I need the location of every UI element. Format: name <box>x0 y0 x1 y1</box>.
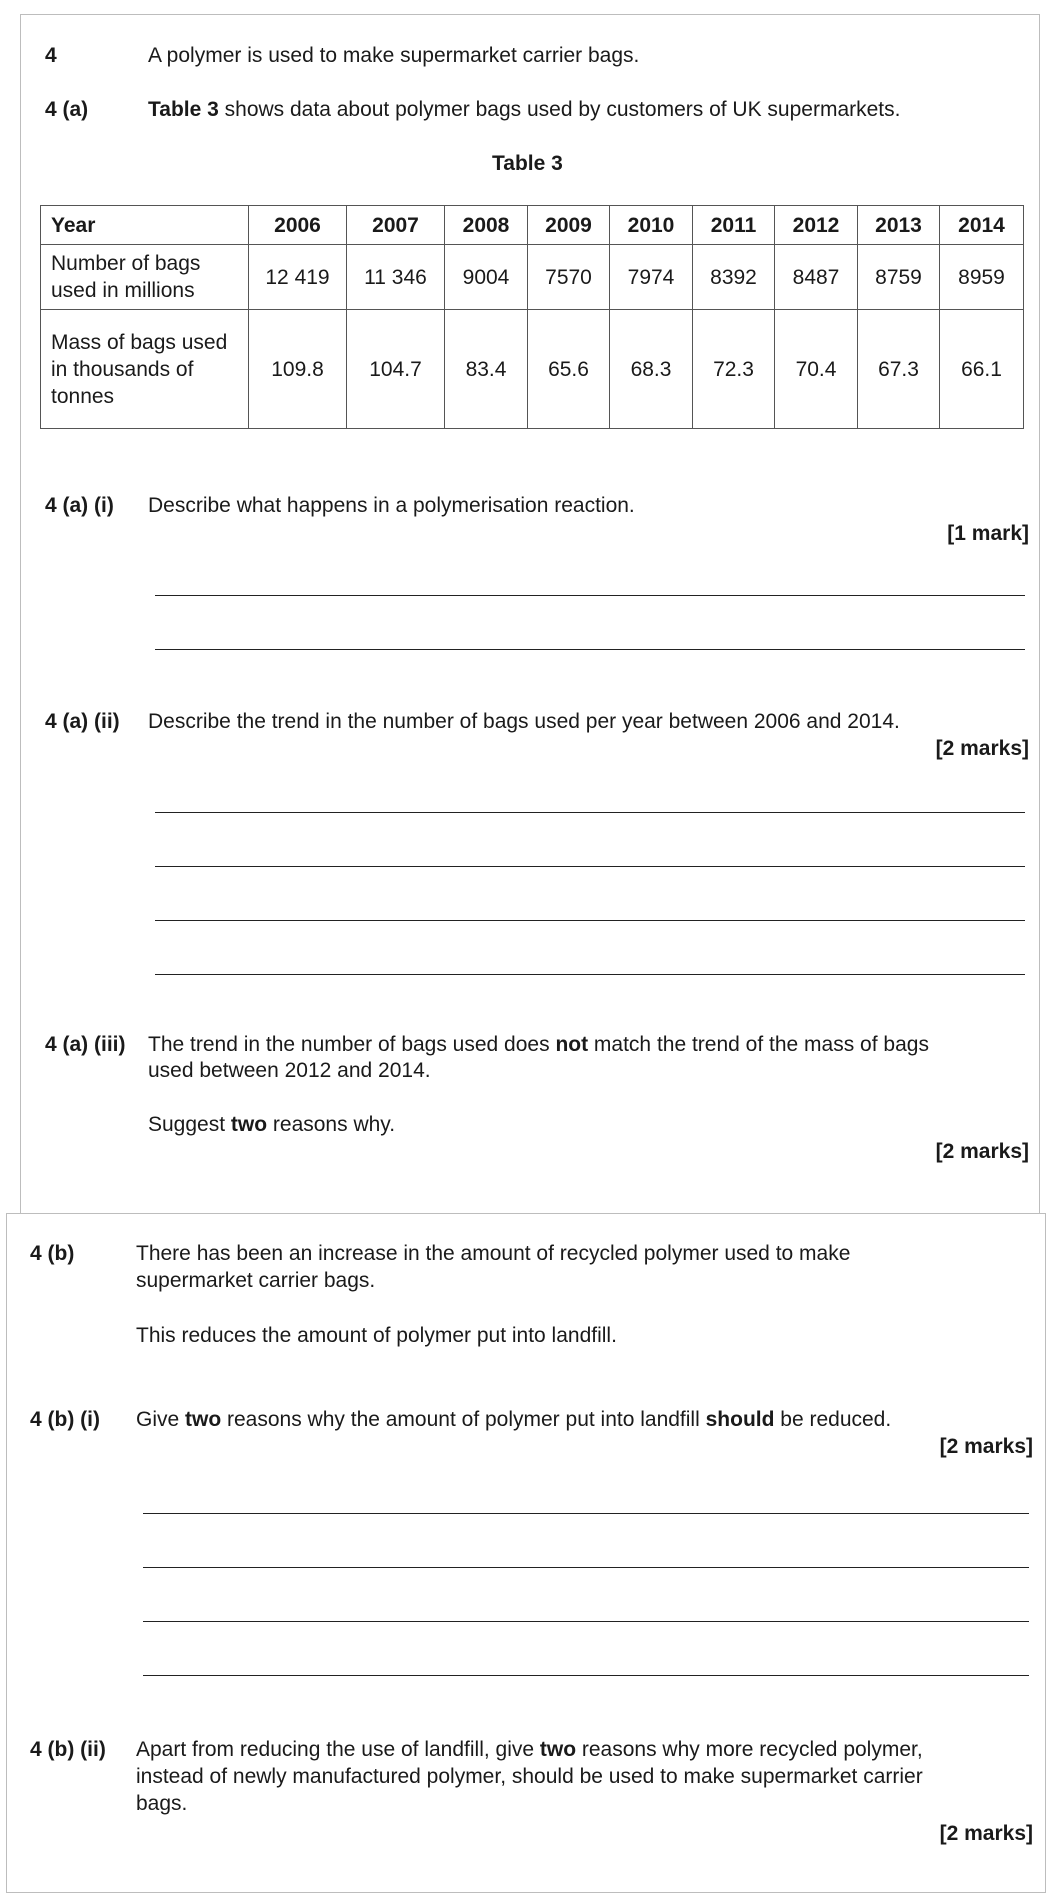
table-cell: 9004 <box>445 245 528 310</box>
table-caption: Table 3 <box>492 152 563 175</box>
year-header: 2006 <box>249 206 347 245</box>
table-header-label: Year <box>41 206 249 245</box>
question-4-intro: A polymer is used to make supermarket carrier bags. <box>148 44 640 67</box>
question-4aii-marks: [2 marks] <box>935 737 1029 760</box>
question-4a-text-rest: shows data about polymer bags used by customers of UK supermarkets. <box>218 98 901 121</box>
table-cell: 72.3 <box>693 310 775 429</box>
question-4bi-text-b: reasons why the amount of polymer put into landfill <box>221 1408 706 1431</box>
answer-line[interactable] <box>143 1675 1029 1676</box>
table-cell: 12 419 <box>249 245 347 310</box>
question-4bi-text-a: Give <box>136 1408 186 1431</box>
suggest-start: Suggest <box>148 1113 231 1136</box>
year-header: 2009 <box>528 206 610 245</box>
question-4aiii-line1-start: The trend in the number of bags used does <box>148 1033 556 1056</box>
question-4aiii-line2: used between 2012 and 2014. <box>148 1059 431 1082</box>
table-cell: 65.6 <box>528 310 610 429</box>
answer-line[interactable] <box>155 920 1025 921</box>
question-4b-line2: supermarket carrier bags. <box>136 1269 376 1292</box>
table-cell: 7974 <box>610 245 693 310</box>
table-cell: 70.4 <box>775 310 858 429</box>
question-4bi-number: 4 (b) (i) <box>30 1408 100 1431</box>
answer-line[interactable] <box>155 649 1025 650</box>
question-4b-number: 4 (b) <box>30 1242 75 1265</box>
question-4aii-number: 4 (a) (ii) <box>45 710 120 733</box>
table-cell: 7570 <box>528 245 610 310</box>
answer-line[interactable] <box>143 1513 1029 1514</box>
question-4bi-marks: [2 marks] <box>939 1435 1033 1458</box>
question-4aiii-line1 <box>148 1031 929 1058</box>
question-4aiii-line1-end: match the trend of the mass of bags <box>588 1033 929 1056</box>
question-4bi-text-c: be reduced. <box>774 1408 892 1431</box>
answer-line[interactable] <box>143 1621 1029 1622</box>
emphasis-two: two <box>230 1113 268 1136</box>
year-header: 2014 <box>940 206 1024 245</box>
question-4bii-line2: instead of newly manufactured polymer, should be used to make supermarket carrier <box>136 1765 923 1788</box>
question-4bii-line3: bags. <box>136 1792 188 1815</box>
answer-line[interactable] <box>155 595 1025 596</box>
question-4bii-number: 4 (b) (ii) <box>30 1738 106 1761</box>
row-label: Number of bags used in millions <box>41 245 249 310</box>
suggest-end: reasons why. <box>267 1113 396 1136</box>
emphasis-not: not <box>555 1033 589 1056</box>
question-4bi-text <box>136 1406 891 1433</box>
answer-line[interactable] <box>155 866 1025 867</box>
question-4ai-text: Describe what happens in a polymerisation reaction. <box>148 494 635 517</box>
table-row <box>41 310 1024 429</box>
table-cell: 68.3 <box>610 310 693 429</box>
question-4-number: 4 <box>45 44 57 67</box>
answer-line[interactable] <box>155 974 1025 975</box>
question-4bii-line1-end: reasons why more recycled polymer, <box>576 1738 923 1761</box>
answer-line[interactable] <box>155 812 1025 813</box>
table-cell: 8487 <box>775 245 858 310</box>
data-table <box>40 205 1024 429</box>
table-header-row <box>41 206 1024 245</box>
table-cell: 83.4 <box>445 310 528 429</box>
year-header: 2007 <box>347 206 445 245</box>
table-cell: 11 346 <box>347 245 445 310</box>
question-4a-number: 4 (a) <box>45 98 89 121</box>
emphasis-two: two <box>185 1408 222 1431</box>
question-4aiii-marks: [2 marks] <box>935 1140 1029 1163</box>
table-cell: 66.1 <box>940 310 1024 429</box>
year-header: 2013 <box>858 206 940 245</box>
question-4ai-number: 4 (a) (i) <box>45 494 114 517</box>
table-cell: 8759 <box>858 245 940 310</box>
question-4bii-marks: [2 marks] <box>939 1822 1033 1845</box>
table-cell: 67.3 <box>858 310 940 429</box>
year-header: 2011 <box>693 206 775 245</box>
year-header: 2010 <box>610 206 693 245</box>
year-header: 2012 <box>775 206 858 245</box>
table-cell: 109.8 <box>249 310 347 429</box>
question-4aiii-suggest <box>148 1111 395 1138</box>
year-header: 2008 <box>445 206 528 245</box>
question-4aiii-number: 4 (a) (iii) <box>45 1033 126 1056</box>
question-4bii-line1-start: Apart from reducing the use of landfill, give <box>136 1738 540 1761</box>
table-cell: 8392 <box>693 245 775 310</box>
row-label: Mass of bags used in thousands of tonnes <box>41 310 249 429</box>
table-cell: 104.7 <box>347 310 445 429</box>
question-4aii-text: Describe the trend in the number of bags used per year between 2006 and 2014. <box>148 710 900 733</box>
table-reference: Table 3 <box>148 98 219 121</box>
table-cell: 8959 <box>940 245 1024 310</box>
question-4a-text <box>148 96 900 123</box>
question-4b-line3: This reduces the amount of polymer put into landfill. <box>136 1324 617 1347</box>
emphasis-should: should <box>705 1408 775 1431</box>
question-4ai-marks: [1 mark] <box>947 522 1029 545</box>
table-row <box>41 245 1024 310</box>
question-4b-line1: There has been an increase in the amount of recycled polymer used to make <box>136 1242 851 1265</box>
emphasis-two: two <box>539 1738 577 1761</box>
question-4bii-line1 <box>136 1736 923 1763</box>
answer-line[interactable] <box>143 1567 1029 1568</box>
